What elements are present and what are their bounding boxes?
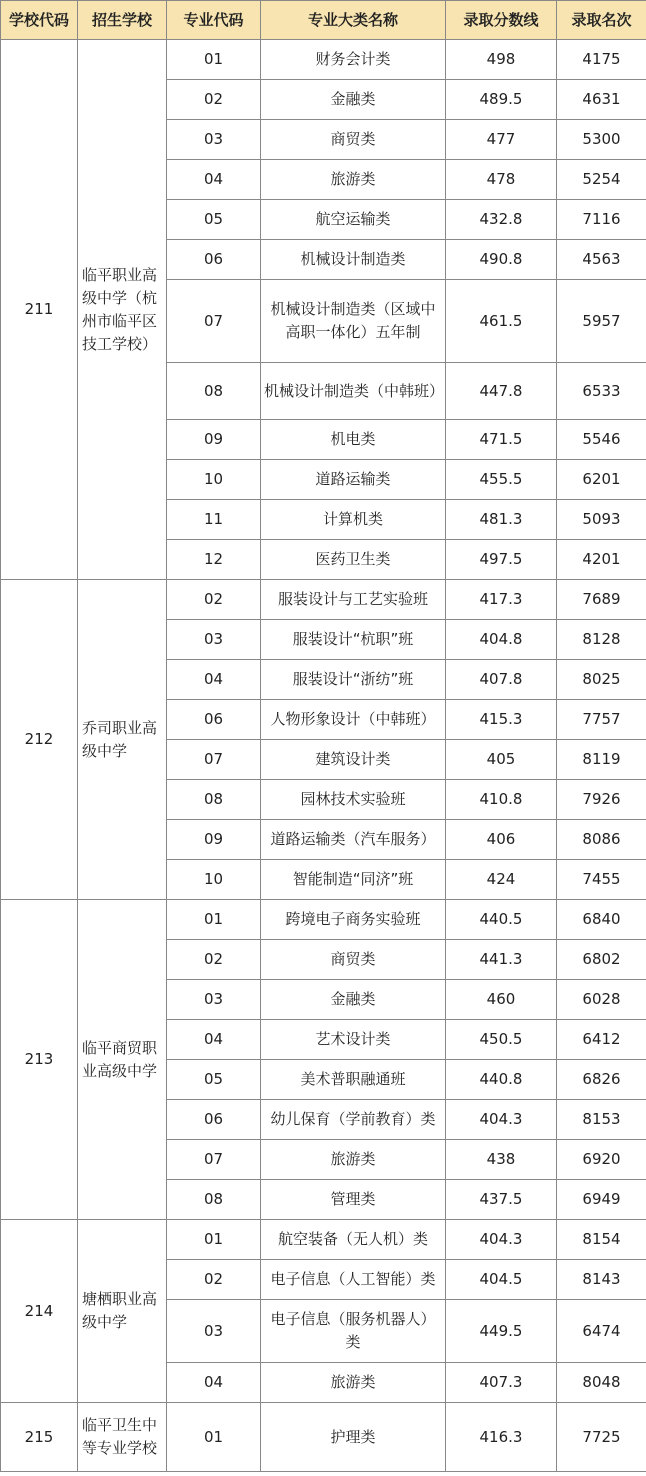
major-name-cell: 智能制造“同济”班 <box>261 860 446 900</box>
score-cell: 410.8 <box>446 780 557 820</box>
table-row <box>1 580 646 620</box>
major-name-cell: 艺术设计类 <box>261 1020 446 1060</box>
school-code-cell: 211 <box>1 40 78 580</box>
score-cell: 437.5 <box>446 1180 557 1220</box>
rank-cell: 6920 <box>557 1140 646 1180</box>
rank-cell: 6826 <box>557 1060 646 1100</box>
header-major-code: 专业代码 <box>167 1 261 40</box>
table-body <box>1 40 646 1472</box>
major-name-cell: 机电类 <box>261 420 446 460</box>
score-cell: 404.3 <box>446 1220 557 1260</box>
major-name-cell: 旅游类 <box>261 1363 446 1403</box>
major-code-cell: 06 <box>167 1100 261 1140</box>
major-name-cell: 商贸类 <box>261 120 446 160</box>
header-row <box>1 1 646 40</box>
major-code-cell: 04 <box>167 160 261 200</box>
major-name-cell: 电子信息（人工智能）类 <box>261 1260 446 1300</box>
major-code-cell: 10 <box>167 860 261 900</box>
score-cell: 417.3 <box>446 580 557 620</box>
school-code-cell: 212 <box>1 580 78 900</box>
rank-cell: 7725 <box>557 1403 646 1472</box>
major-name-cell: 航空装备（无人机）类 <box>261 1220 446 1260</box>
rank-cell: 8143 <box>557 1260 646 1300</box>
score-cell: 440.8 <box>446 1060 557 1100</box>
major-code-cell: 05 <box>167 200 261 240</box>
major-name-cell: 建筑设计类 <box>261 740 446 780</box>
major-name-cell: 管理类 <box>261 1180 446 1220</box>
rank-cell: 8048 <box>557 1363 646 1403</box>
major-name-cell: 服装设计与工艺实验班 <box>261 580 446 620</box>
rank-cell: 7689 <box>557 580 646 620</box>
major-name-cell: 美术普职融通班 <box>261 1060 446 1100</box>
rank-cell: 4631 <box>557 80 646 120</box>
rank-cell: 6201 <box>557 460 646 500</box>
major-code-cell: 01 <box>167 1403 261 1472</box>
major-name-cell: 幼儿保育（学前教育）类 <box>261 1100 446 1140</box>
major-code-cell: 04 <box>167 660 261 700</box>
score-cell: 481.3 <box>446 500 557 540</box>
rank-cell: 5546 <box>557 420 646 460</box>
score-cell: 416.3 <box>446 1403 557 1472</box>
score-cell: 440.5 <box>446 900 557 940</box>
score-cell: 450.5 <box>446 1020 557 1060</box>
school-name-cell: 塘栖职业高级中学 <box>78 1220 167 1403</box>
major-code-cell: 04 <box>167 1363 261 1403</box>
rank-cell: 7455 <box>557 860 646 900</box>
major-code-cell: 10 <box>167 460 261 500</box>
score-cell: 477 <box>446 120 557 160</box>
rank-cell: 7926 <box>557 780 646 820</box>
major-code-cell: 02 <box>167 1260 261 1300</box>
table-row <box>1 900 646 940</box>
header-rank: 录取名次 <box>557 1 646 40</box>
major-name-cell: 财务会计类 <box>261 40 446 80</box>
school-code-cell: 214 <box>1 1220 78 1403</box>
major-name-cell: 电子信息（服务机器人）类 <box>261 1300 446 1363</box>
rank-cell: 4175 <box>557 40 646 80</box>
rank-cell: 4563 <box>557 240 646 280</box>
major-code-cell: 01 <box>167 900 261 940</box>
major-code-cell: 03 <box>167 120 261 160</box>
major-code-cell: 08 <box>167 1180 261 1220</box>
score-cell: 455.5 <box>446 460 557 500</box>
score-cell: 432.8 <box>446 200 557 240</box>
rank-cell: 5093 <box>557 500 646 540</box>
score-cell: 478 <box>446 160 557 200</box>
major-name-cell: 服装设计“杭职”班 <box>261 620 446 660</box>
rank-cell: 8119 <box>557 740 646 780</box>
major-name-cell: 旅游类 <box>261 160 446 200</box>
major-name-cell: 园林技术实验班 <box>261 780 446 820</box>
score-cell: 404.8 <box>446 620 557 660</box>
rank-cell: 8153 <box>557 1100 646 1140</box>
major-code-cell: 01 <box>167 40 261 80</box>
major-name-cell: 医药卫生类 <box>261 540 446 580</box>
major-code-cell: 09 <box>167 820 261 860</box>
major-code-cell: 06 <box>167 700 261 740</box>
header-score: 录取分数线 <box>446 1 557 40</box>
score-cell: 406 <box>446 820 557 860</box>
major-name-cell: 计算机类 <box>261 500 446 540</box>
rank-cell: 7757 <box>557 700 646 740</box>
major-name-cell: 商贸类 <box>261 940 446 980</box>
major-name-cell: 机械设计制造类（中韩班） <box>261 363 446 420</box>
school-name-cell: 临平卫生中等专业学校 <box>78 1403 167 1472</box>
major-name-cell: 人物形象设计（中韩班） <box>261 700 446 740</box>
major-code-cell: 02 <box>167 580 261 620</box>
major-code-cell: 08 <box>167 780 261 820</box>
major-name-cell: 跨境电子商务实验班 <box>261 900 446 940</box>
header-major-name: 专业大类名称 <box>261 1 446 40</box>
score-cell: 497.5 <box>446 540 557 580</box>
school-code-cell: 215 <box>1 1403 78 1472</box>
score-cell: 438 <box>446 1140 557 1180</box>
major-code-cell: 07 <box>167 740 261 780</box>
major-name-cell: 机械设计制造类 <box>261 240 446 280</box>
major-code-cell: 03 <box>167 620 261 660</box>
header-school-name: 招生学校 <box>78 1 167 40</box>
rank-cell: 6412 <box>557 1020 646 1060</box>
major-code-cell: 09 <box>167 420 261 460</box>
major-name-cell: 金融类 <box>261 980 446 1020</box>
major-code-cell: 02 <box>167 80 261 120</box>
score-cell: 461.5 <box>446 280 557 363</box>
score-cell: 490.8 <box>446 240 557 280</box>
score-cell: 447.8 <box>446 363 557 420</box>
rank-cell: 8086 <box>557 820 646 860</box>
rank-cell: 8128 <box>557 620 646 660</box>
school-name-cell: 临平商贸职业高级中学 <box>78 900 167 1220</box>
score-cell: 407.8 <box>446 660 557 700</box>
major-code-cell: 06 <box>167 240 261 280</box>
score-cell: 404.5 <box>446 1260 557 1300</box>
rank-cell: 4201 <box>557 540 646 580</box>
score-cell: 489.5 <box>446 80 557 120</box>
rank-cell: 6474 <box>557 1300 646 1363</box>
header-school-code: 学校代码 <box>1 1 78 40</box>
rank-cell: 5957 <box>557 280 646 363</box>
major-code-cell: 02 <box>167 940 261 980</box>
school-name-cell: 临平职业高级中学（杭州市临平区技工学校） <box>78 40 167 580</box>
rank-cell: 7116 <box>557 200 646 240</box>
rank-cell: 8025 <box>557 660 646 700</box>
score-cell: 415.3 <box>446 700 557 740</box>
major-name-cell: 道路运输类（汽车服务） <box>261 820 446 860</box>
rank-cell: 6028 <box>557 980 646 1020</box>
score-cell: 471.5 <box>446 420 557 460</box>
school-code-cell: 213 <box>1 900 78 1220</box>
score-cell: 424 <box>446 860 557 900</box>
major-code-cell: 04 <box>167 1020 261 1060</box>
major-name-cell: 航空运输类 <box>261 200 446 240</box>
major-code-cell: 08 <box>167 363 261 420</box>
rank-cell: 6949 <box>557 1180 646 1220</box>
rank-cell: 6802 <box>557 940 646 980</box>
major-name-cell: 金融类 <box>261 80 446 120</box>
score-cell: 498 <box>446 40 557 80</box>
score-cell: 405 <box>446 740 557 780</box>
score-cell: 441.3 <box>446 940 557 980</box>
major-code-cell: 03 <box>167 1300 261 1363</box>
major-code-cell: 12 <box>167 540 261 580</box>
rank-cell: 5254 <box>557 160 646 200</box>
major-code-cell: 07 <box>167 1140 261 1180</box>
score-cell: 449.5 <box>446 1300 557 1363</box>
rank-cell: 8154 <box>557 1220 646 1260</box>
score-cell: 404.3 <box>446 1100 557 1140</box>
rank-cell: 5300 <box>557 120 646 160</box>
table-row <box>1 1403 646 1472</box>
table-row <box>1 40 646 80</box>
major-name-cell: 护理类 <box>261 1403 446 1472</box>
score-cell: 460 <box>446 980 557 1020</box>
major-name-cell: 服装设计“浙纺”班 <box>261 660 446 700</box>
major-code-cell: 05 <box>167 1060 261 1100</box>
score-cell: 407.3 <box>446 1363 557 1403</box>
major-code-cell: 11 <box>167 500 261 540</box>
major-name-cell: 旅游类 <box>261 1140 446 1180</box>
major-code-cell: 07 <box>167 280 261 363</box>
rank-cell: 6840 <box>557 900 646 940</box>
rank-cell: 6533 <box>557 363 646 420</box>
major-name-cell: 机械设计制造类（区域中高职一体化）五年制 <box>261 280 446 363</box>
major-code-cell: 03 <box>167 980 261 1020</box>
table-row <box>1 1220 646 1260</box>
school-name-cell: 乔司职业高级中学 <box>78 580 167 900</box>
major-code-cell: 01 <box>167 1220 261 1260</box>
major-name-cell: 道路运输类 <box>261 460 446 500</box>
